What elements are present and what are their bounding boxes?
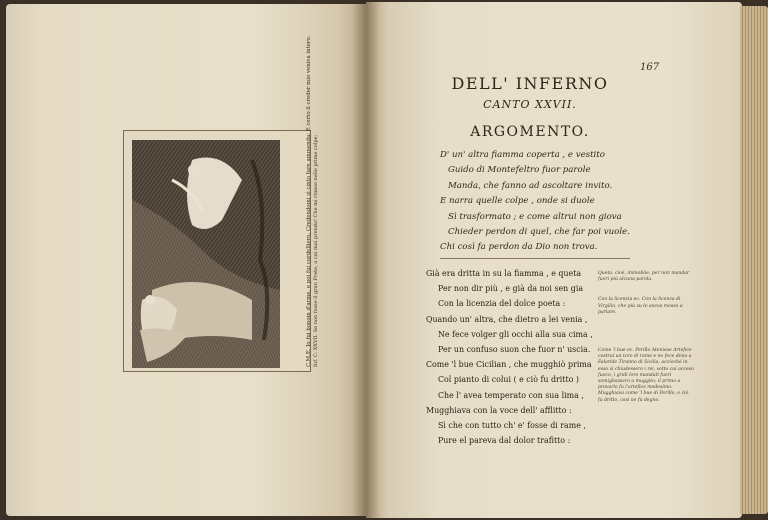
argomento-line: Chieder perdon di quel, che far poi vuole. [448,227,630,238]
engraving-caption [278,35,319,367]
canto-heading: CANTO XXVII. [483,98,577,111]
verse-line: Quando un' altra, che dietro a lei venia , [426,314,588,324]
page-number: 167 [640,62,660,73]
argomento-text [440,148,680,256]
margin-note: Come 'l bue ec. Perillo Ateniese Artefice costruì un toro di rame e ne fece dono a Falaride Tiranno di Sicilia, accioché in esso si chiudessero i rei, sotto cui acceso fuoco, i gridi loro mandati fuori somigliassero a muggito; il primo a provarlo fu l'artefice medesimo. Mugghiava come 'l bue di Perillo, e ciò fu dritto, così ne fu degno. [598,348,694,403]
margin-note: Con la licenzia ec. Con la licenza di Virgilio, che più su lo aveva mosso a parlare. [598,297,683,315]
verse-line: Ne fece volger gli occhi alla sua cima , [438,329,593,339]
verse-line: Già era dritta in su la fiamma , e queta [426,269,582,278]
margin-note: Queta, cioè, immobile, per non mandar fuori più alcuna parola. [598,271,690,283]
argomento-line: Manda, che fanno ad ascoltare invito. [448,180,613,191]
verse-line: Con la licenzia del dolce poeta : [438,299,566,309]
verse-line: Per un confuso suon che fuor n' uscia. [438,345,591,355]
verse-block [426,266,601,448]
argomento-line: E narra quelle colpe , onde si duole [440,196,595,207]
margin-notes [598,271,694,418]
argomento-line: Sì trasformato ; e come altrui non giova [448,211,622,222]
page-edges [740,6,768,514]
verse-line: Per non dir più , e già da noi sen gia [438,284,584,294]
verse-line: Sì che con tutto ch' e' fosse di rame , [438,421,586,431]
verse-line: Col pianto di colui ( e ciò fu dritto ) [438,375,580,385]
verse-line: Pure el pareva dal dolor trafitto : [438,436,571,446]
page-title: DELL' INFERNO [451,74,609,93]
argomento-line: D' un' altra fiamma coperta , e vestito [440,150,605,160]
argomento-line: Chi così fa perdon da Dio non trova. [440,242,598,253]
section-divider [440,258,630,259]
book-gutter [352,0,380,520]
verse-line: Come 'l bue Cicilian , che mugghiò prima [426,360,592,370]
argomento-heading: ARGOMENTO. [470,124,590,140]
verse-line: Che l' avea temperato con sua lima , [438,390,584,400]
verse-line: Mugghiava con la voce dell' afflitto : [426,405,572,415]
engraving-drawing [132,140,280,368]
caption-line-1: C.M.E. Io fui bonom d'arme, e poi fui cordelliero, Credendomi sì cinto fare ammenda: E certo il creder mio veniva intero. [306,35,312,367]
caption-line-2: Inf. C. XXVII. Se non fosse il gran Prete, a cui mal prenda! Che mi rimise nelle prime colpe; [312,134,319,367]
argomento-line: Guido di Montefeltro fuor parole [448,165,591,176]
engraving-illustration [132,140,280,368]
